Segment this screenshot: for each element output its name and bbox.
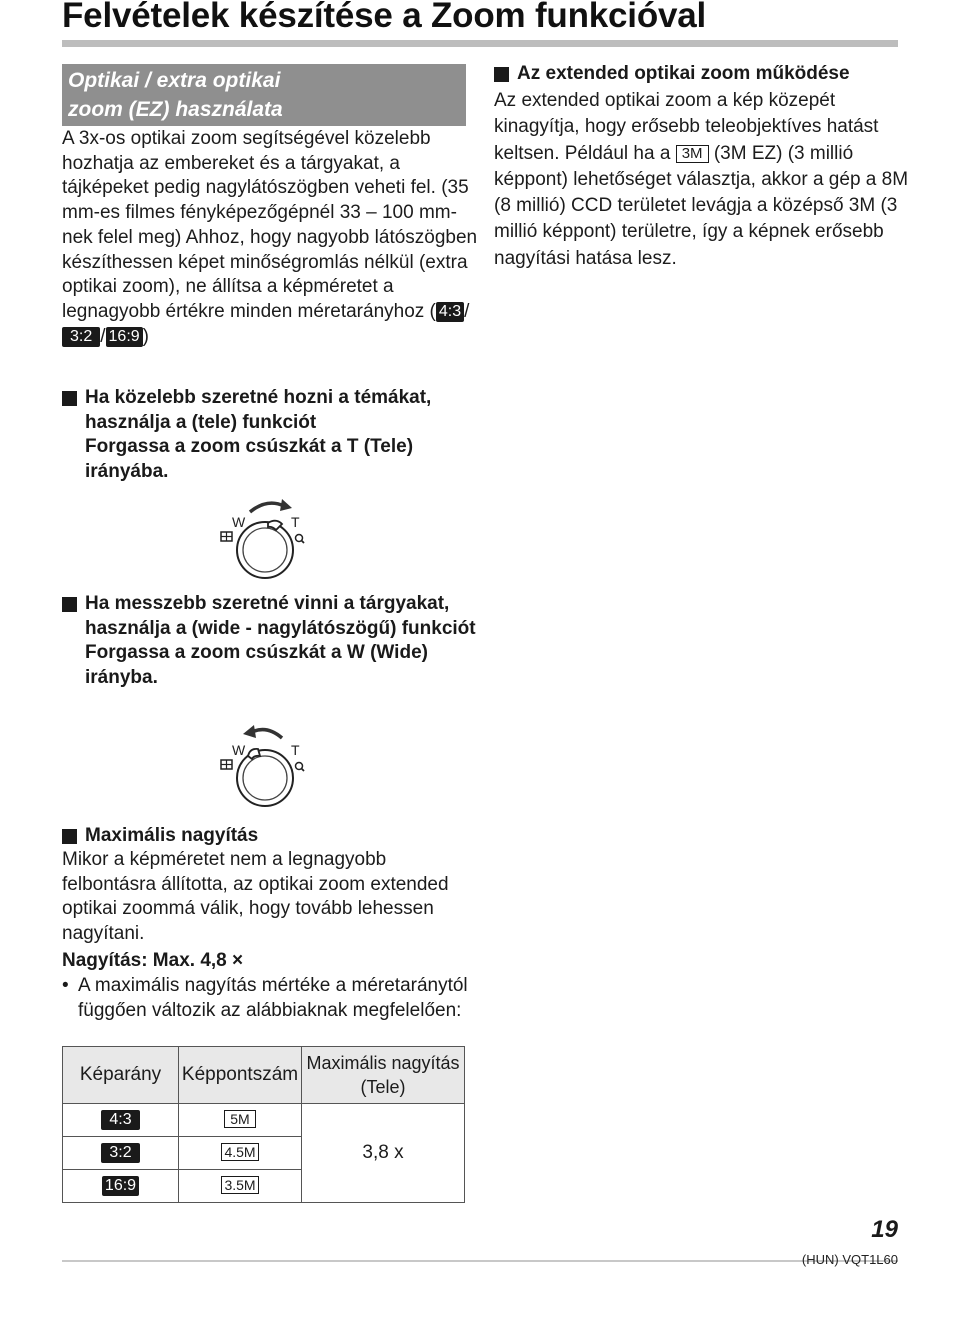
aspect-badge: 3:2 <box>101 1143 139 1163</box>
extended-heading <box>494 62 914 87</box>
column-header-pixels: Képpontszám <box>179 1047 302 1104</box>
arrow-path <box>250 503 284 512</box>
extended-text-part2: (3M EZ) (3 millió képpont) lehetőséget választja, akkor a gép a 8M (8 millió) CCD területet levágja a középső 3M (3 millió képpont) területre, így a képnek erősebb nagyítási hatása lesz. <box>494 142 909 269</box>
pixels-cell <box>179 1170 302 1203</box>
aspect-badge: 4:3 <box>101 1110 139 1130</box>
separator: / <box>100 325 106 347</box>
pixels-cell <box>179 1137 302 1170</box>
zoom-lever-wide-diagram <box>212 720 322 810</box>
dial-label-w: W <box>232 514 246 530</box>
intro-paragraph <box>62 127 482 349</box>
max-zoom-cell: 3,8 x <box>302 1104 465 1203</box>
square-bullet-icon <box>62 829 77 844</box>
section-header <box>62 64 466 126</box>
page-title: Felvételek készítése a Zoom funkcióval <box>62 0 707 35</box>
dial-label-w: W <box>232 742 246 758</box>
ratio-cell <box>63 1170 179 1203</box>
page-number: 19 <box>871 1216 898 1243</box>
arrow-left-icon <box>243 725 256 738</box>
extended-heading-text: Az extended optikai zoom működése <box>517 63 850 84</box>
3m-badge: 3M <box>676 145 709 163</box>
zoom-dial-outer <box>237 750 293 806</box>
pixels-cell <box>179 1104 302 1137</box>
intro-text: A 3x-os optikai zoom segítségével közelebb hozhatja az embereket és a tárgyakat, a tájképeket pedig nagylátószögben veheti fel. (35 mm-es filmes fényképezőgépnél 33 – 100 mm-nek felel meg) Ahhoz, hogy nagyobb látószögben készíthessen képet minőségromlás nélkül (extra optikai zoom), ne állítsa a képméretet a legnagyobb értékre minden méretarányhoz ( <box>62 128 478 322</box>
max-zoom-heading-text: Maximális nagyítás <box>85 825 259 846</box>
arrow-path <box>252 730 282 738</box>
column-header-ratio: Képarány <box>63 1047 179 1104</box>
column-header-max-zoom: Maximális nagyítás (Tele) <box>302 1047 465 1104</box>
aspect-169-badge: 16:9 <box>106 327 143 347</box>
wide-heading-text: Ha messzebb szeretné vinni a tárgyakat, használja a (wide - nagylátószögű) funkciót <box>85 593 476 639</box>
aspect-43-badge: 4:3 <box>436 302 464 322</box>
pixel-count-badge: 5M <box>224 1110 255 1128</box>
zoom-dial-inner <box>243 756 287 800</box>
closing-paren: ) <box>142 325 149 347</box>
wide-instruction: Forgassa a zoom csúszkát a W (Wide) irányba. <box>85 642 428 688</box>
extended-text <box>494 88 914 272</box>
section-header-line2: zoom (EZ) használata <box>68 98 283 121</box>
extended-text-part1: Az extended optikai zoom a kép közepét kinagyítja, hogy erősebb teleobjektíves hatást keltsen. Például ha a <box>494 90 879 164</box>
zoom-dial-outer <box>237 522 293 578</box>
square-bullet-icon <box>62 391 77 406</box>
aspect-badge: 16:9 <box>102 1176 139 1196</box>
footer-rule <box>62 1260 898 1262</box>
title-rule <box>62 40 898 47</box>
tele-heading-text: Ha közelebb szeretné hozni a témákat, használja a (tele) funkciót <box>85 387 432 433</box>
ratio-cell <box>63 1104 179 1137</box>
bullet-dot: • <box>62 975 69 996</box>
magnification-value: Nagyítás: Max. 4,8 × <box>62 950 244 971</box>
arrow-right-icon <box>280 499 292 511</box>
table-row <box>63 1104 465 1137</box>
max-zoom-bullet <box>62 974 482 1023</box>
wide-heading <box>62 592 482 690</box>
table-header-row <box>63 1047 465 1104</box>
dial-label-t: T <box>291 742 300 758</box>
dial-label-t: T <box>291 514 300 530</box>
section-header-line1: Optikai / extra optikai <box>68 69 281 92</box>
pixel-count-badge: 4.5M <box>221 1143 258 1161</box>
bullet-text: A maximális nagyítás mértéke a méretaránytól függően változik az alábbiaknak megfelelően: <box>78 975 468 1021</box>
tele-magnifier-icon <box>296 763 303 770</box>
max-zoom-heading <box>62 824 482 849</box>
square-bullet-icon <box>62 597 77 612</box>
zoom-lever-tele-diagram <box>212 492 322 582</box>
tele-magnifier-icon <box>296 535 303 542</box>
pixel-count-badge: 3.5M <box>221 1176 258 1194</box>
max-zoom-text: Mikor a képméretet nem a legnagyobb felbontásra állította, az optikai zoom extended optikai zoommá válik, hogy tovább lehessen nagyítani. <box>62 849 449 945</box>
square-bullet-icon <box>494 67 509 82</box>
aspect-32-badge: 3:2 <box>62 327 100 347</box>
document-code: (HUN) VQT1L60 <box>801 1252 898 1267</box>
tele-instruction: Forgassa a zoom csúszkát a T (Tele) irányába. <box>85 436 414 482</box>
tele-heading <box>62 386 482 484</box>
zoom-dial-inner <box>243 528 287 572</box>
separator: / <box>464 300 470 322</box>
ratio-cell <box>63 1137 179 1170</box>
zoom-table <box>62 1046 465 1203</box>
